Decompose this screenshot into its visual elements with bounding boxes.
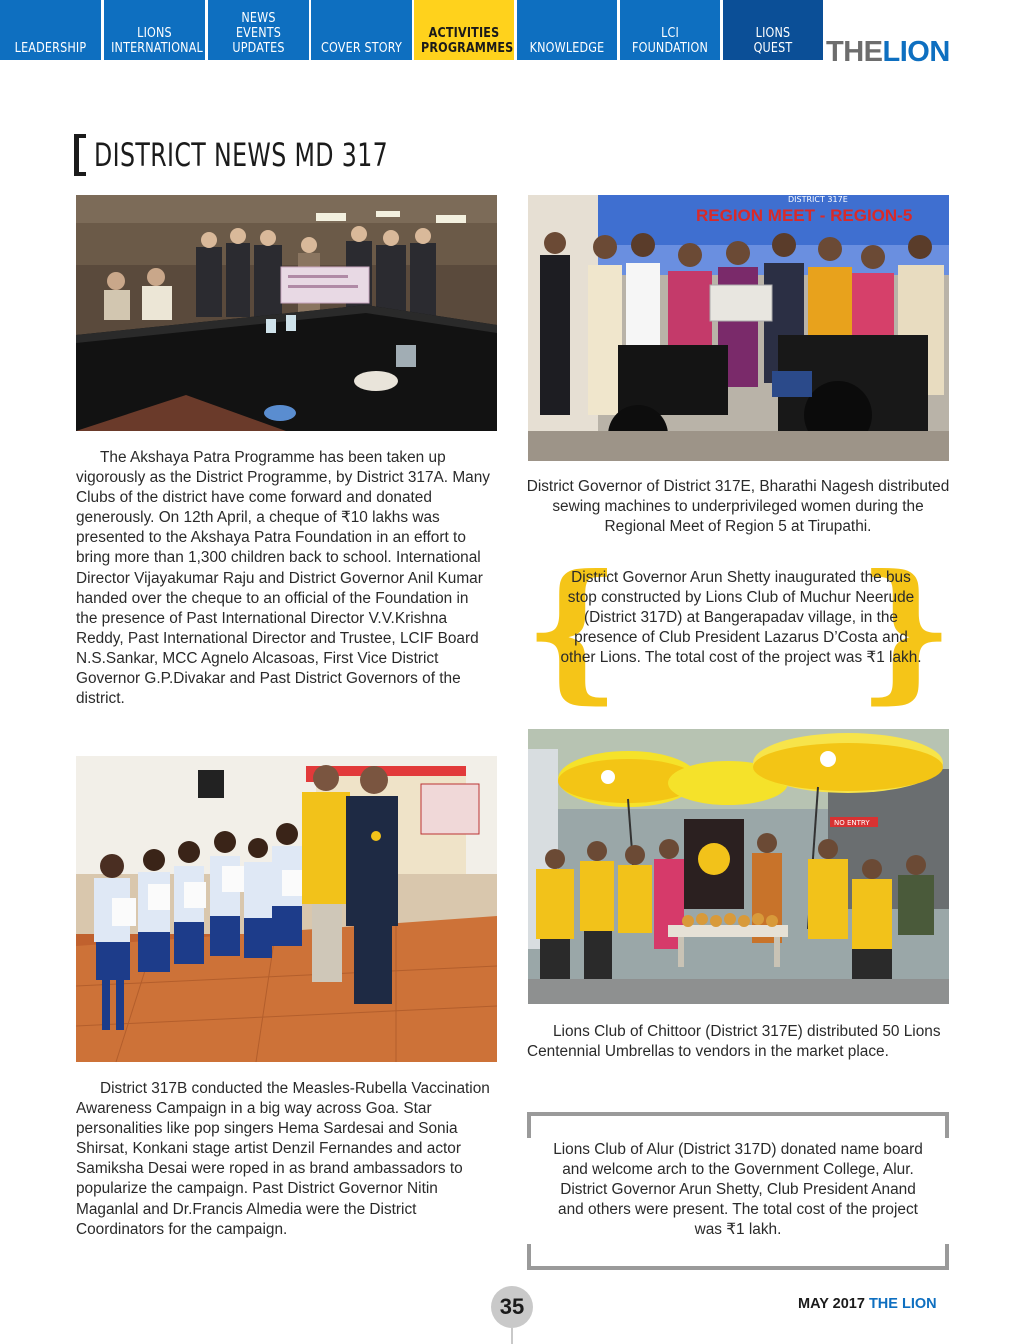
banner-district-text: DISTRICT 317E (788, 195, 848, 204)
tab-lci-foundation[interactable]: LCI FOUNDATION (620, 0, 720, 60)
tab-lions-international[interactable]: LIONS INTERNATIONAL (104, 0, 205, 60)
highlight-box-alur (527, 1112, 949, 1270)
photo-cheque-presentation (76, 195, 497, 431)
story-sewing-machines: District Governor of District 317E, Bharathi Nagesh distributed sewing machines to underprivileged women during the Regional Meet of Region 5 at Tirupathi. (526, 478, 950, 536)
photo-umbrellas (528, 729, 949, 1004)
story-akshaya-patra: The Akshaya Patra Programme has been taken up vigorously as the District Programme, by District 317A. Many Clubs of the district have come forward and donated generously. On 12th April, a cheque of ₹10 lakhs was presented to the Akshaya Patra Foundation in an effort to bring more than 1,300 children back to school. International Director Vijayakumar Raju and District Governor Anil Kumar handed over the cheque to an official of the Foundation in the presence of Past International Director V.V.Krishna Reddy, Past International Director and Trustee, LCIF Board N.S.Sankar, MCC Agnelo Alcasoas, First Vice District Governor G.P.Divakar and Past District Governors of the district. (76, 449, 490, 708)
story-bus-stop: District Governor Arun Shetty inaugurated the bus stop constructed by Lions Club of Muchur Neerude (District 317D) at Bangerapadav village, in the presence of Club President Lazarus D’Costa and other Lions. The total cost of the project was ₹1 lakh. (560, 569, 922, 667)
tab-knowledge[interactable]: KNOWLEDGE (517, 0, 617, 60)
tab-lions-quest[interactable]: LIONS QUEST (723, 0, 823, 60)
tab-leadership[interactable]: LEADERSHIP (0, 0, 101, 60)
left-brace: { (524, 542, 621, 718)
story-measles-rubella: District 317B conducted the Measles-Rubella Vaccination Awareness Campaign in a big way across Goa. Star personalities like pop singers Hema Sardesai and Sonia Shirsat, Konkani stage artist Denzil Fernandes and actor Samiksha Desai were roped in as brand ambassadors to popularize the campaign. Past District Governor Nitin Maganlal and Dr.Francis Almedia were the District Coordinators for the campaign. (76, 1080, 490, 1238)
no-entry-sign-text: NO ENTRY (834, 819, 870, 827)
tab-cover-story[interactable]: COVER STORY (311, 0, 412, 60)
bracket-top-bar (527, 1112, 949, 1116)
footer-issue: MAY 2017 THE LION (798, 1296, 937, 1312)
page-number-stem (511, 1328, 513, 1344)
banner-region-meet-text: REGION MEET - REGION-5 (696, 206, 913, 225)
tab-activities-programmes[interactable]: ACTIVITIES PROGRAMMES (414, 0, 514, 60)
section-heading (74, 134, 491, 176)
top-navigation (0, 0, 1024, 68)
page-title: DISTRICT NEWS MD 317 (94, 136, 389, 174)
tab-news-events-updates[interactable]: NEWS EVENTS UPDATES (208, 0, 309, 60)
heading-bracket (74, 134, 86, 176)
photo-region-meet (528, 195, 949, 461)
bracket-bottom-bar (527, 1266, 949, 1270)
highlight-box-bus-stop (524, 542, 954, 718)
story-umbrellas: Lions Club of Chittoor (District 317E) distributed 50 Lions Centennial Umbrellas to vendors in the market place. (527, 1023, 941, 1061)
brand-logo: THELION (826, 36, 950, 68)
page-number: 35 (491, 1286, 533, 1328)
photo-schoolchildren (76, 756, 497, 1062)
right-brace: } (857, 542, 954, 718)
story-alur-college: Lions Club of Alur (District 317D) donated name board and welcome arch to the Government College, Alur. District Governor Arun Shetty, Club President Anand and others were present. The total cost of the project was ₹1 lakh. (553, 1141, 923, 1239)
